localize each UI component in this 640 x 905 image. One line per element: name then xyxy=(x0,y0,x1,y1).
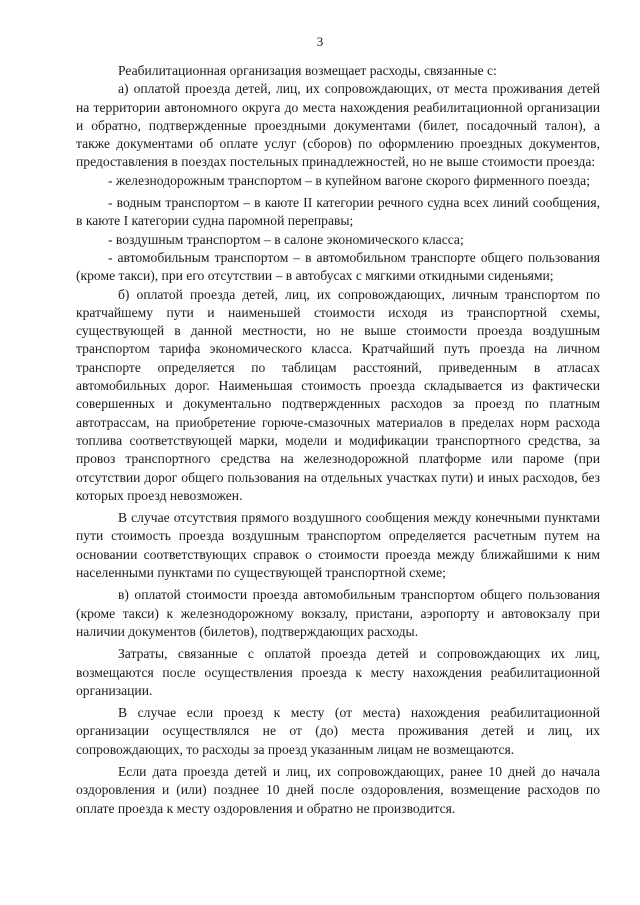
paragraph-item-a: а) оплатой проезда детей, лиц, их сопровождающих, от места проживания детей на территории автономного округа до места нахождения реабилитационной организации и обратно, подтвержденные проездными документами (билет, посадочный талон), а также документами об оплате услуг (сборов) по оформлению проездных документов, предоставления в поездах постельных принадлежностей, но не выше стоимости проезда: xyxy=(76,81,600,170)
document-body xyxy=(76,62,600,818)
paragraph-water-transport: - водным транспортом – в каюте II категории речного судна всех линий сообщения, в каюте I категории судна паромной переправы; xyxy=(76,195,600,229)
page-number: 3 xyxy=(316,34,324,49)
paragraph-road-transport: - автомобильным транспортом – в автомобильном транспорте общего пользования (кроме такси), при его отсутствии – в автобусах с мягкими откидными сиденьями; xyxy=(76,249,600,284)
paragraph-date-limit: Если дата проезда детей и лиц, их сопровождающих, ранее 10 дней до начала оздоровления и (или) позднее 10 дней после оздоровления, возмещение расходов по оплате проезда к месту оздоровления и обратно не производится. xyxy=(76,763,600,816)
paragraph-air-transport: - воздушным транспортом – в салоне экономического класса; xyxy=(108,231,464,247)
paragraph-other-location: В случае если проезд к месту (от места) нахождения реабилитационной организации осуществлялся не от (до) места проживания детей и лиц, их сопровождающих, то расходы за проезд указанным лицам не возмещаются. xyxy=(76,705,600,757)
paragraph-no-direct-flight: В случае отсутствия прямого воздушного сообщения между конечными пунктами пути стоимость проезда воздушным транспортом определяется расчетным путем на основании соответствующих справок о стоимости проезда между ближайшими к ним населенными пунктами по существующей транспортной схеме; xyxy=(76,510,600,581)
paragraph-intro: Реабилитационная организация возмещает расходы, связанные с: xyxy=(118,63,497,78)
paragraph-item-b: б) оплатой проезда детей, лиц, их сопровождающих, личным транспортом по кратчайшему пути и наименьшей стоимости исходя из транспортной схемы, существующей в данной местности, но не выше стоимости проезда воздушным транспортом тарифа экономического класса. Кратчайший путь проезда на личном транспорте определяется по таблицам расстояний, приведенным в атласах автомобильных дорог. Наименьшая стоимость проезда складывается из фактически совершенных и документально подтвержденных расходов за проезд по платным автотрассам, на приобретение горюче-смазочных материалов в пределах норм расхода топлива соответствующей марки, модели и модификации транспортного средства, за провоз транспортного средства на железнодорожной платформе или пароме (при отсутствии дорог общего пользования на отдельных участках пути) и иных расходов, без которых проезд невозможен. xyxy=(76,286,600,503)
paragraph-rail-transport: - железнодорожным транспортом – в купейном вагоне скорого фирменного поезда; xyxy=(108,172,590,188)
paragraph-reimbursement-timing: Затраты, связанные с оплатой проезда детей и сопровождающих их лиц, возмещаются после осуществления проезда к месту нахождения реабилитационной организации. xyxy=(76,646,600,698)
paragraph-item-v: в) оплатой стоимости проезда автомобильным транспортом общего пользования (кроме такси) к железнодорожному вокзалу, пристани, аэропорту и автовокзалу при наличии документов (билетов), подтверждающих расходы. xyxy=(76,587,600,639)
